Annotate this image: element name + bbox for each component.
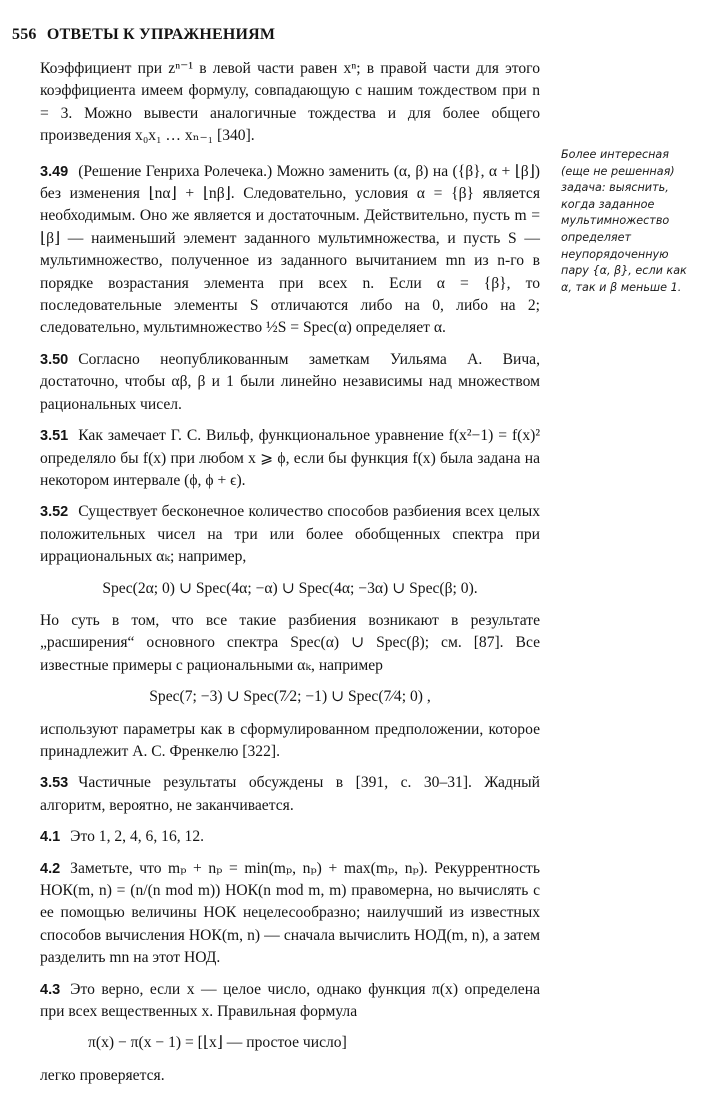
- answer-number: 3.49: [40, 163, 69, 180]
- answer-number: 3.53: [40, 775, 69, 792]
- answer-text: (Решение Генриха Ролечека.) Можно заменить (α, β) на ({β}, α + ⌊β⌋) без изменения ⌊nα⌋ + ⌊nβ⌋. Следовательно, условия α = {β} является необходимым. Оно же является и достаточным. Действительно, пусть m = ⌊β⌋ — наименьший элемент заданного мультимножества, и пусть S — мультимножество, полученное из заданного вычитанием mn из n-го в порядке возрастания элемента при всех n. Если α = {β}, то последовательные элементы S отличаются либо на 0, либо на 2; следовательно, мультимножество ½S = Spec(α) определяет α.: [40, 162, 540, 337]
- answer-number: 4.1: [40, 829, 61, 846]
- answer-text: Частичные результаты обсуждены в [391, с. 30–31]. Жадный алгоритм, вероятно, не заканчивается.: [40, 774, 540, 814]
- answer-text: Это верно, если x — целое число, однако функция π(x) определена при всех вещественных x. Правильная формула: [40, 980, 540, 1021]
- answer-text: Это 1, 2, 4, 6, 16, 12.: [70, 828, 205, 846]
- continuation-paragraph: Коэффициент при zⁿ⁻¹ в левой части равен xⁿ; в правой части для этого коэффициента имеем формулу, совпадающую с нашим тождеством при n = 3. Можно вывести аналогичные тождества и для более общего произведения x₀x₁ … xₙ₋₁ [340].: [40, 60, 540, 145]
- answer-3-53: [40, 772, 540, 817]
- answer-3-50: [40, 349, 540, 416]
- answer-3-51: [40, 425, 540, 492]
- answer-3-52-continued: Но суть в том, что все такие разбиения возникают в результате „расширения“ основного спектра Spec(α) ∪ Spec(β); см. [87]. Все известные примеры с рациональными αₖ, например: [40, 611, 540, 674]
- answer-text: Как замечает Г. С. Вильф, функциональное уравнение f(x²−1) = f(x)² определяло бы f(x) при любом x ⩾ ϕ, если бы функция f(x) была задана на некотором интервале (ϕ, ϕ + ϵ).: [40, 427, 540, 489]
- answer-number: 3.51: [40, 428, 69, 445]
- answer-3-49: [40, 161, 540, 340]
- display-formula: π(x) − π(x − 1) = [⌊x⌋ — простое число]: [88, 1034, 347, 1052]
- answer-4-3: [40, 979, 540, 1024]
- answer-4-1: [40, 826, 540, 848]
- running-header: [12, 26, 275, 44]
- display-formula: Spec(2α; 0) ∪ Spec(4α; −α) ∪ Spec(4α; −3α) ∪ Spec(β; 0).: [102, 579, 478, 597]
- chapter-title: ОТВЕТЫ К УПРАЖНЕНИЯМ: [46, 26, 276, 43]
- answer-4-2: [40, 858, 540, 970]
- answer-number: 4.2: [40, 860, 61, 877]
- main-text-column: [40, 58, 540, 1096]
- answer-text: Заметьте, что mₚ + nₚ = min(mₚ, nₚ) + max(mₚ, nₚ). Рекуррентность НОК(m, n) = (n/(n mod m)) НОК(n mod m, m) правомерна, но вычислять с ее помощью величины НОК нецелесообразно; наилучший из известных способов вычисления НОК(m, n) — сначала вычислить НОД(m, n), а затем разделить mn на этот НОД.: [40, 859, 540, 967]
- answer-4-3-continued: легко проверяется.: [40, 1066, 165, 1084]
- answer-3-52: [40, 501, 540, 568]
- answer-number: 4.3: [40, 981, 61, 998]
- page-number: 556: [12, 26, 37, 43]
- display-formula: Spec(7; −3) ∪ Spec(7⁄2; −1) ∪ Spec(7⁄4; 0) ,: [149, 688, 431, 706]
- answer-3-52-continued: используют параметры как в сформулированном предположении, которое принадлежит А. С. Френкелю [322].: [40, 720, 540, 760]
- margin-note-text: Более интересная (еще не решенная) задача: выяснить, когда заданное мультимножество определяет неупорядоченную пару {α, β}, если как α, так и β меньше 1.: [561, 148, 687, 294]
- answer-number: 3.52: [40, 504, 69, 521]
- answer-number: 3.50: [40, 351, 69, 368]
- answer-text: Согласно неопубликованным заметкам Уильяма А. Вича, достаточно, чтобы αβ, β и 1 были линейно независимы над множеством рациональных чисел.: [40, 350, 540, 413]
- margin-note: [561, 147, 693, 296]
- answer-text: Существует бесконечное количество способов разбиения всех целых положительных чисел на три или более обобщенных спектра при иррациональных αₖ; например,: [40, 503, 540, 566]
